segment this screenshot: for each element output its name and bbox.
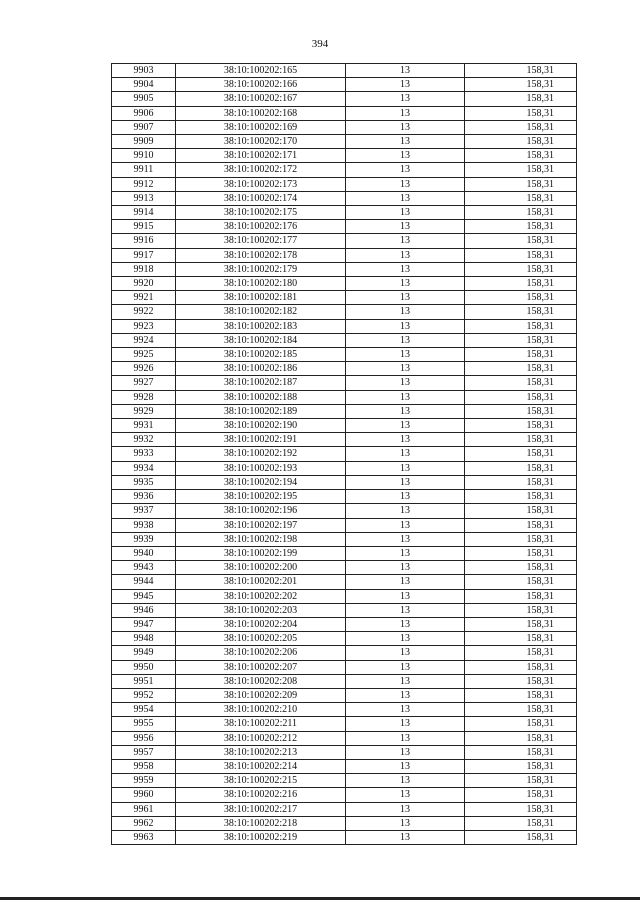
value-cell: 158,31 (465, 816, 577, 830)
cadastral-number-cell: 38:10:100202:200 (176, 561, 346, 575)
cadastral-number-cell: 38:10:100202:188 (176, 390, 346, 404)
cadastral-number-cell: 38:10:100202:215 (176, 774, 346, 788)
cadastral-number-cell: 38:10:100202:212 (176, 731, 346, 745)
table-row (112, 589, 577, 603)
row-number-cell: 9903 (112, 64, 176, 78)
table-row (112, 135, 577, 149)
area-cell: 13 (346, 546, 465, 560)
row-number-cell: 9950 (112, 660, 176, 674)
table-row (112, 674, 577, 688)
row-number-cell: 9926 (112, 362, 176, 376)
value-cell: 158,31 (465, 362, 577, 376)
cadastral-number-cell: 38:10:100202:187 (176, 376, 346, 390)
cadastral-number-cell: 38:10:100202:201 (176, 575, 346, 589)
table-row (112, 688, 577, 702)
table-row (112, 262, 577, 276)
row-number-cell: 9955 (112, 717, 176, 731)
table-row (112, 759, 577, 773)
row-number-cell: 9933 (112, 447, 176, 461)
value-cell: 158,31 (465, 802, 577, 816)
cadastral-number-cell: 38:10:100202:182 (176, 305, 346, 319)
value-cell: 158,31 (465, 731, 577, 745)
value-cell: 158,31 (465, 717, 577, 731)
table-row (112, 163, 577, 177)
area-cell: 13 (346, 617, 465, 631)
area-cell: 13 (346, 191, 465, 205)
area-cell: 13 (346, 518, 465, 532)
table-row (112, 120, 577, 134)
cadastral-number-cell: 38:10:100202:193 (176, 461, 346, 475)
cadastral-number-cell: 38:10:100202:202 (176, 589, 346, 603)
table-row (112, 461, 577, 475)
cadastral-number-cell: 38:10:100202:204 (176, 617, 346, 631)
cadastral-number-cell: 38:10:100202:186 (176, 362, 346, 376)
area-cell: 13 (346, 135, 465, 149)
area-cell: 13 (346, 603, 465, 617)
cadastral-number-cell: 38:10:100202:207 (176, 660, 346, 674)
row-number-cell: 9916 (112, 234, 176, 248)
value-cell: 158,31 (465, 660, 577, 674)
cadastral-number-cell: 38:10:100202:213 (176, 745, 346, 759)
cadastral-number-cell: 38:10:100202:210 (176, 703, 346, 717)
row-number-cell: 9949 (112, 646, 176, 660)
table-row (112, 717, 577, 731)
row-number-cell: 9961 (112, 802, 176, 816)
value-cell: 158,31 (465, 333, 577, 347)
value-cell: 158,31 (465, 64, 577, 78)
table-row (112, 348, 577, 362)
row-number-cell: 9963 (112, 830, 176, 844)
row-number-cell: 9913 (112, 191, 176, 205)
value-cell: 158,31 (465, 376, 577, 390)
area-cell: 13 (346, 376, 465, 390)
page-number: 394 (311, 38, 329, 50)
table-row (112, 518, 577, 532)
area-cell: 13 (346, 447, 465, 461)
cadastral-number-cell: 38:10:100202:208 (176, 674, 346, 688)
area-cell: 13 (346, 78, 465, 92)
table-row (112, 291, 577, 305)
area-cell: 13 (346, 106, 465, 120)
row-number-cell: 9938 (112, 518, 176, 532)
area-cell: 13 (346, 206, 465, 220)
area-cell: 13 (346, 92, 465, 106)
area-cell: 13 (346, 234, 465, 248)
area-cell: 13 (346, 674, 465, 688)
value-cell: 158,31 (465, 774, 577, 788)
cadastral-number-cell: 38:10:100202:198 (176, 532, 346, 546)
table-row (112, 390, 577, 404)
cadastral-number-cell: 38:10:100202:203 (176, 603, 346, 617)
row-number-cell: 9947 (112, 617, 176, 631)
table-row (112, 830, 577, 844)
area-cell: 13 (346, 802, 465, 816)
area-cell: 13 (346, 589, 465, 603)
table-body (112, 64, 577, 845)
cadastral-number-cell: 38:10:100202:175 (176, 206, 346, 220)
value-cell: 158,31 (465, 632, 577, 646)
table-row (112, 646, 577, 660)
cadastral-number-cell: 38:10:100202:171 (176, 149, 346, 163)
area-cell: 13 (346, 816, 465, 830)
value-cell: 158,31 (465, 277, 577, 291)
value-cell: 158,31 (465, 348, 577, 362)
row-number-cell: 9923 (112, 319, 176, 333)
cadastral-number-cell: 38:10:100202:185 (176, 348, 346, 362)
row-number-cell: 9944 (112, 575, 176, 589)
value-cell: 158,31 (465, 475, 577, 489)
cadastral-number-cell: 38:10:100202:191 (176, 433, 346, 447)
row-number-cell: 9925 (112, 348, 176, 362)
table-row (112, 206, 577, 220)
row-number-cell: 9939 (112, 532, 176, 546)
cadastral-number-cell: 38:10:100202:181 (176, 291, 346, 305)
table-row (112, 319, 577, 333)
cadastral-number-cell: 38:10:100202:174 (176, 191, 346, 205)
table-row (112, 504, 577, 518)
table-row (112, 731, 577, 745)
value-cell: 158,31 (465, 220, 577, 234)
cadastral-number-cell: 38:10:100202:178 (176, 248, 346, 262)
value-cell: 158,31 (465, 490, 577, 504)
value-cell: 158,31 (465, 759, 577, 773)
area-cell: 13 (346, 575, 465, 589)
value-cell: 158,31 (465, 163, 577, 177)
table-row (112, 191, 577, 205)
table-row (112, 248, 577, 262)
cadastral-number-cell: 38:10:100202:189 (176, 404, 346, 418)
table-row (112, 234, 577, 248)
area-cell: 13 (346, 277, 465, 291)
cadastral-number-cell: 38:10:100202:199 (176, 546, 346, 560)
area-cell: 13 (346, 490, 465, 504)
table-row (112, 575, 577, 589)
value-cell: 158,31 (465, 305, 577, 319)
area-cell: 13 (346, 475, 465, 489)
table-row (112, 78, 577, 92)
area-cell: 13 (346, 561, 465, 575)
cadastral-number-cell: 38:10:100202:209 (176, 688, 346, 702)
value-cell: 158,31 (465, 262, 577, 276)
row-number-cell: 9931 (112, 419, 176, 433)
value-cell: 158,31 (465, 674, 577, 688)
row-number-cell: 9904 (112, 78, 176, 92)
area-cell: 13 (346, 419, 465, 433)
table-row (112, 92, 577, 106)
value-cell: 158,31 (465, 248, 577, 262)
value-cell: 158,31 (465, 78, 577, 92)
area-cell: 13 (346, 220, 465, 234)
row-number-cell: 9911 (112, 163, 176, 177)
value-cell: 158,31 (465, 291, 577, 305)
area-cell: 13 (346, 348, 465, 362)
cadastral-number-cell: 38:10:100202:206 (176, 646, 346, 660)
cadastral-number-cell: 38:10:100202:184 (176, 333, 346, 347)
value-cell: 158,31 (465, 688, 577, 702)
row-number-cell: 9914 (112, 206, 176, 220)
value-cell: 158,31 (465, 106, 577, 120)
cadastral-number-cell: 38:10:100202:190 (176, 419, 346, 433)
area-cell: 13 (346, 163, 465, 177)
value-cell: 158,31 (465, 149, 577, 163)
area-cell: 13 (346, 262, 465, 276)
table-row (112, 745, 577, 759)
table-row (112, 220, 577, 234)
value-cell: 158,31 (465, 518, 577, 532)
row-number-cell: 9921 (112, 291, 176, 305)
cadastral-number-cell: 38:10:100202:169 (176, 120, 346, 134)
area-cell: 13 (346, 532, 465, 546)
cadastral-number-cell: 38:10:100202:214 (176, 759, 346, 773)
area-cell: 13 (346, 248, 465, 262)
table-row (112, 660, 577, 674)
cadastral-number-cell: 38:10:100202:205 (176, 632, 346, 646)
area-cell: 13 (346, 703, 465, 717)
cadastral-number-cell: 38:10:100202:167 (176, 92, 346, 106)
row-number-cell: 9937 (112, 504, 176, 518)
row-number-cell: 9920 (112, 277, 176, 291)
value-cell: 158,31 (465, 703, 577, 717)
value-cell: 158,31 (465, 433, 577, 447)
area-cell: 13 (346, 319, 465, 333)
table-row (112, 490, 577, 504)
row-number-cell: 9909 (112, 135, 176, 149)
area-cell: 13 (346, 830, 465, 844)
cadastral-number-cell: 38:10:100202:216 (176, 788, 346, 802)
table-row (112, 546, 577, 560)
table-row (112, 106, 577, 120)
row-number-cell: 9959 (112, 774, 176, 788)
cadastral-number-cell: 38:10:100202:219 (176, 830, 346, 844)
value-cell: 158,31 (465, 575, 577, 589)
cadastral-number-cell: 38:10:100202:180 (176, 277, 346, 291)
row-number-cell: 9922 (112, 305, 176, 319)
value-cell: 158,31 (465, 92, 577, 106)
cadastral-number-cell: 38:10:100202:211 (176, 717, 346, 731)
value-cell: 158,31 (465, 745, 577, 759)
area-cell: 13 (346, 305, 465, 319)
table-row (112, 362, 577, 376)
row-number-cell: 9915 (112, 220, 176, 234)
value-cell: 158,31 (465, 120, 577, 134)
cadastral-number-cell: 38:10:100202:217 (176, 802, 346, 816)
parcel-table (111, 63, 577, 845)
row-number-cell: 9932 (112, 433, 176, 447)
value-cell: 158,31 (465, 419, 577, 433)
cadastral-number-cell: 38:10:100202:192 (176, 447, 346, 461)
area-cell: 13 (346, 390, 465, 404)
row-number-cell: 9917 (112, 248, 176, 262)
area-cell: 13 (346, 291, 465, 305)
table-row (112, 703, 577, 717)
cadastral-number-cell: 38:10:100202:194 (176, 475, 346, 489)
row-number-cell: 9960 (112, 788, 176, 802)
table-row (112, 603, 577, 617)
area-cell: 13 (346, 362, 465, 376)
row-number-cell: 9934 (112, 461, 176, 475)
table-row (112, 277, 577, 291)
row-number-cell: 9952 (112, 688, 176, 702)
cadastral-number-cell: 38:10:100202:173 (176, 177, 346, 191)
area-cell: 13 (346, 774, 465, 788)
cadastral-number-cell: 38:10:100202:176 (176, 220, 346, 234)
table-row (112, 447, 577, 461)
table-row (112, 64, 577, 78)
area-cell: 13 (346, 504, 465, 518)
cadastral-number-cell: 38:10:100202:177 (176, 234, 346, 248)
area-cell: 13 (346, 632, 465, 646)
value-cell: 158,31 (465, 830, 577, 844)
row-number-cell: 9924 (112, 333, 176, 347)
row-number-cell: 9936 (112, 490, 176, 504)
area-cell: 13 (346, 64, 465, 78)
row-number-cell: 9907 (112, 120, 176, 134)
value-cell: 158,31 (465, 532, 577, 546)
cadastral-number-cell: 38:10:100202:197 (176, 518, 346, 532)
area-cell: 13 (346, 333, 465, 347)
table-row (112, 632, 577, 646)
value-cell: 158,31 (465, 206, 577, 220)
area-cell: 13 (346, 717, 465, 731)
row-number-cell: 9910 (112, 149, 176, 163)
cadastral-number-cell: 38:10:100202:168 (176, 106, 346, 120)
row-number-cell: 9951 (112, 674, 176, 688)
table-row (112, 816, 577, 830)
table-row (112, 788, 577, 802)
row-number-cell: 9912 (112, 177, 176, 191)
area-cell: 13 (346, 788, 465, 802)
cadastral-number-cell: 38:10:100202:170 (176, 135, 346, 149)
table-row (112, 475, 577, 489)
value-cell: 158,31 (465, 234, 577, 248)
table-row (112, 177, 577, 191)
row-number-cell: 9935 (112, 475, 176, 489)
table-row (112, 376, 577, 390)
table-row (112, 532, 577, 546)
row-number-cell: 9906 (112, 106, 176, 120)
value-cell: 158,31 (465, 561, 577, 575)
area-cell: 13 (346, 461, 465, 475)
table-row (112, 774, 577, 788)
area-cell: 13 (346, 646, 465, 660)
table-row (112, 561, 577, 575)
table-row (112, 419, 577, 433)
row-number-cell: 9957 (112, 745, 176, 759)
area-cell: 13 (346, 404, 465, 418)
table-row (112, 802, 577, 816)
table-row (112, 333, 577, 347)
bottom-rule (0, 897, 640, 900)
table-row (112, 149, 577, 163)
cadastral-number-cell: 38:10:100202:195 (176, 490, 346, 504)
value-cell: 158,31 (465, 177, 577, 191)
area-cell: 13 (346, 759, 465, 773)
value-cell: 158,31 (465, 504, 577, 518)
value-cell: 158,31 (465, 646, 577, 660)
area-cell: 13 (346, 433, 465, 447)
value-cell: 158,31 (465, 603, 577, 617)
row-number-cell: 9962 (112, 816, 176, 830)
cadastral-number-cell: 38:10:100202:166 (176, 78, 346, 92)
row-number-cell: 9940 (112, 546, 176, 560)
value-cell: 158,31 (465, 390, 577, 404)
table-row (112, 617, 577, 631)
row-number-cell: 9918 (112, 262, 176, 276)
row-number-cell: 9945 (112, 589, 176, 603)
area-cell: 13 (346, 177, 465, 191)
table-row (112, 305, 577, 319)
cadastral-number-cell: 38:10:100202:218 (176, 816, 346, 830)
area-cell: 13 (346, 745, 465, 759)
value-cell: 158,31 (465, 546, 577, 560)
cadastral-number-cell: 38:10:100202:179 (176, 262, 346, 276)
row-number-cell: 9929 (112, 404, 176, 418)
row-number-cell: 9948 (112, 632, 176, 646)
cadastral-number-cell: 38:10:100202:196 (176, 504, 346, 518)
value-cell: 158,31 (465, 461, 577, 475)
cadastral-number-cell: 38:10:100202:165 (176, 64, 346, 78)
area-cell: 13 (346, 149, 465, 163)
value-cell: 158,31 (465, 589, 577, 603)
table-row (112, 404, 577, 418)
value-cell: 158,31 (465, 191, 577, 205)
row-number-cell: 9928 (112, 390, 176, 404)
row-number-cell: 9927 (112, 376, 176, 390)
row-number-cell: 9946 (112, 603, 176, 617)
area-cell: 13 (346, 731, 465, 745)
cadastral-number-cell: 38:10:100202:183 (176, 319, 346, 333)
value-cell: 158,31 (465, 404, 577, 418)
row-number-cell: 9905 (112, 92, 176, 106)
value-cell: 158,31 (465, 617, 577, 631)
area-cell: 13 (346, 120, 465, 134)
cadastral-number-cell: 38:10:100202:172 (176, 163, 346, 177)
row-number-cell: 9958 (112, 759, 176, 773)
value-cell: 158,31 (465, 447, 577, 461)
value-cell: 158,31 (465, 788, 577, 802)
value-cell: 158,31 (465, 319, 577, 333)
row-number-cell: 9954 (112, 703, 176, 717)
row-number-cell: 9943 (112, 561, 176, 575)
row-number-cell: 9956 (112, 731, 176, 745)
area-cell: 13 (346, 660, 465, 674)
area-cell: 13 (346, 688, 465, 702)
value-cell: 158,31 (465, 135, 577, 149)
table-row (112, 433, 577, 447)
